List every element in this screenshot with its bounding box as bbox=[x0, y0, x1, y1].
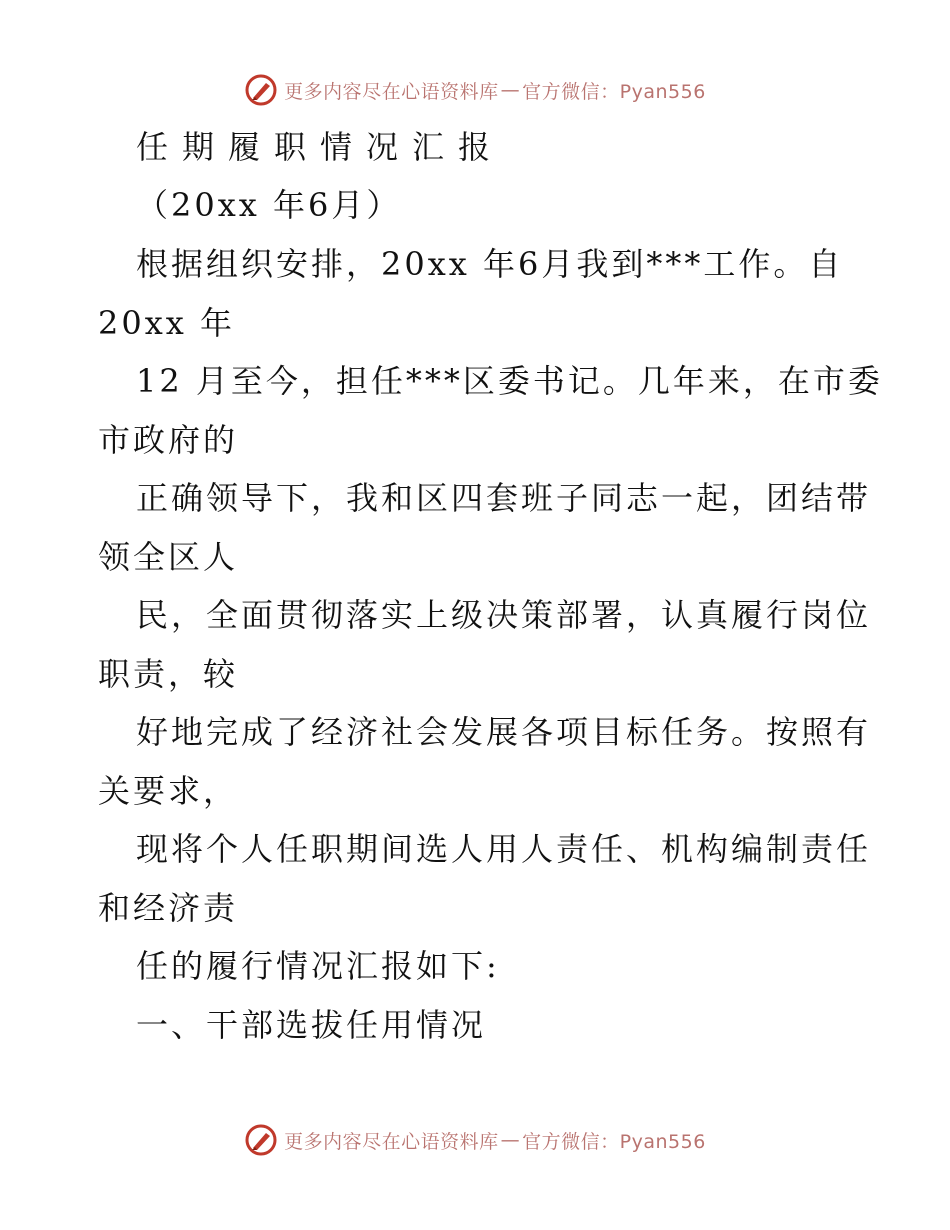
paragraph-line: 根据组织安排，20xx 年6月我到***工作。自 bbox=[136, 245, 844, 283]
document-date: （20xx 年6月） bbox=[136, 186, 402, 224]
paragraph-line: 领全区人 bbox=[98, 538, 239, 576]
paragraph-line: 12 月至今，担任***区委书记。几年来，在市委 bbox=[136, 362, 883, 400]
section-heading: 一、干部选拔任用情况 bbox=[136, 1006, 487, 1044]
paragraph-line: 正确领导下，我和区四套班子同志一起，团结带 bbox=[136, 479, 872, 517]
watermark-brand-text: 更多内容尽在心语资料库 bbox=[284, 1130, 499, 1153]
pen-logo-icon bbox=[244, 73, 278, 107]
watermark-dash: — bbox=[500, 79, 521, 101]
paragraph-line: 民，全面贯彻落实上级决策部署，认真履行岗位 bbox=[136, 596, 872, 634]
pen-logo-icon bbox=[244, 1123, 278, 1157]
footer-watermark bbox=[0, 1120, 950, 1160]
paragraph-line: 关要求， bbox=[98, 772, 239, 810]
watermark-brand-text: 更多内容尽在心语资料库 bbox=[284, 80, 499, 103]
watermark-contact-text: 官方微信：Pyan556 bbox=[522, 80, 706, 103]
paragraph-line: 好地完成了经济社会发展各项目标任务。按照有 bbox=[136, 713, 872, 751]
header-watermark bbox=[0, 70, 950, 110]
paragraph-line: 和经济责 bbox=[98, 889, 239, 927]
document-title: 任期履职情况汇报 bbox=[136, 128, 505, 166]
paragraph-line: 市政府的 bbox=[98, 421, 239, 459]
paragraph-line: 职责，较 bbox=[98, 655, 239, 693]
paragraph-line: 任的履行情况汇报如下: bbox=[136, 947, 500, 985]
watermark-contact-text: 官方微信：Pyan556 bbox=[522, 1130, 706, 1153]
paragraph-line: 现将个人任职期间选人用人责任、机构编制责任 bbox=[136, 830, 872, 868]
paragraph-line: 20xx 年 bbox=[98, 304, 235, 342]
watermark-dash: — bbox=[500, 1129, 521, 1151]
